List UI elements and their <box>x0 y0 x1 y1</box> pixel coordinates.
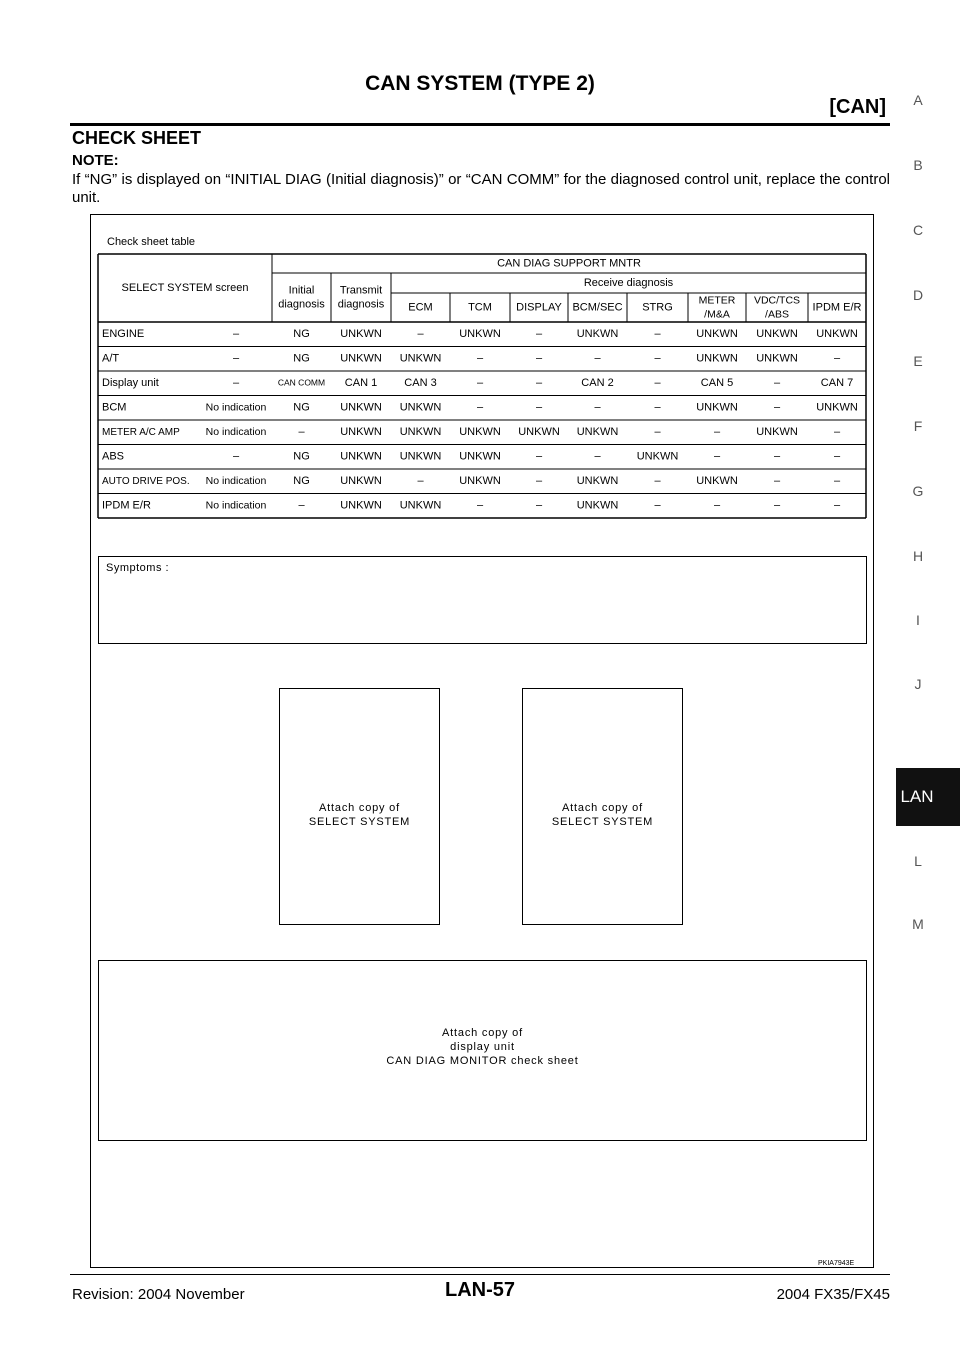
table-cell: – <box>476 401 484 414</box>
side-index-active-tab: LAN <box>896 768 960 826</box>
table-cell: CAN COMM <box>277 377 326 388</box>
table-cell: UNKWN <box>816 328 858 341</box>
table-cell: NG <box>293 450 310 463</box>
table-cell: – <box>298 426 305 439</box>
table-cell: UNKWN <box>459 475 501 488</box>
table-cell: UNKWN <box>340 499 382 512</box>
table-cell: – <box>535 377 543 390</box>
row-label: A/T <box>102 352 120 365</box>
table-cell: – <box>232 352 240 365</box>
table-cell: No indication <box>205 475 267 488</box>
table-cell: NG <box>293 352 310 365</box>
side-index-letter-l: L <box>914 853 922 869</box>
row-label: IPDM E/R <box>102 499 151 512</box>
table-cell: CAN 2 <box>581 377 614 390</box>
attach-select-system-box-right <box>522 688 683 925</box>
table-cell: – <box>417 328 424 341</box>
side-index-letter-d: D <box>912 287 924 303</box>
image-id: PKIA7943E <box>818 1260 855 1267</box>
side-index-letter-j: J <box>914 676 922 692</box>
table-cell: – <box>654 377 661 390</box>
table-cell: UNKWN <box>756 352 798 365</box>
table-cell: – <box>535 352 543 365</box>
side-index-letter-e: E <box>913 353 923 369</box>
table-cell: – <box>232 377 240 390</box>
row-label: ENGINE <box>102 328 145 341</box>
symptoms-label: Symptoms : <box>106 562 170 574</box>
row-label: Display unit <box>102 377 159 390</box>
table-cell: – <box>232 450 240 463</box>
table-cell: UNKWN <box>756 328 798 341</box>
support-monitor-header: CAN DIAG SUPPORT MNTR <box>497 257 641 270</box>
table-cell: – <box>713 450 721 463</box>
receive-column-header: STRG <box>642 301 673 314</box>
receive-column-header: VDC/TCS <box>753 294 801 307</box>
side-index-letter-b: B <box>913 157 923 173</box>
table-cell: UNKWN <box>459 426 501 439</box>
table-cell: UNKWN <box>459 450 501 463</box>
table-cell: – <box>594 450 601 463</box>
table-cell: – <box>654 426 661 439</box>
table-cell: – <box>654 401 661 414</box>
table-cell: UNKWN <box>399 450 442 463</box>
symptoms-box <box>98 556 867 644</box>
table-cell: UNKWN <box>340 352 382 365</box>
table-cell: – <box>654 328 661 341</box>
table-cell: UNKWN <box>576 499 619 512</box>
table-cell: – <box>773 450 781 463</box>
attach-bottom-line-1: Attach copy of <box>442 1027 523 1039</box>
table-cell: UNKWN <box>459 328 501 341</box>
receive-diagnosis-header: Receive diagnosis <box>583 276 674 289</box>
table-cell: – <box>773 377 781 390</box>
section-heading: CHECK SHEET <box>72 128 202 148</box>
attach-can-diag-monitor-box <box>98 960 867 1141</box>
table-cell: – <box>773 401 781 414</box>
row-label: ABS <box>102 450 125 463</box>
attach-right-line-1: Attach copy of <box>562 802 643 814</box>
table-cell: No indication <box>205 499 267 512</box>
table-cell: UNKWN <box>399 499 442 512</box>
receive-column-header: /M&A <box>704 308 730 321</box>
model-text: 2004 FX35/FX45 <box>776 1286 890 1303</box>
table-cell: CAN 3 <box>404 377 437 390</box>
table-cell: – <box>535 475 543 488</box>
table-cell: – <box>594 352 601 365</box>
table-cell: – <box>535 499 543 512</box>
receive-column-header: METER <box>698 294 736 307</box>
table-cell: UNKWN <box>696 328 738 341</box>
page-title: CAN SYSTEM (TYPE 2) <box>365 72 595 95</box>
table-cell: – <box>535 450 543 463</box>
receive-column-header: BCM/SEC <box>572 301 623 314</box>
side-index-letter-i: I <box>916 612 920 628</box>
transmit-diagnosis-header: Transmit <box>339 284 383 297</box>
footer-rule <box>70 1274 890 1275</box>
receive-column-header: IPDM E/R <box>812 301 862 314</box>
initial-diagnosis-header: diagnosis <box>278 298 325 311</box>
table-cell: – <box>654 475 661 488</box>
row-label: METER A/C AMP <box>102 426 180 438</box>
table-cell: UNKWN <box>399 426 442 439</box>
side-index-letter-m: M <box>912 916 924 932</box>
table-cell: CAN 1 <box>344 377 378 390</box>
side-index-letter-h: H <box>912 548 924 564</box>
table-cell: – <box>833 499 841 512</box>
note-label: NOTE: <box>72 152 119 169</box>
table-cell: – <box>417 475 424 488</box>
attach-select-system-box-left <box>279 688 440 925</box>
attach-bottom-line-3: CAN DIAG MONITOR check sheet <box>386 1055 579 1067</box>
initial-diagnosis-header: Initial <box>288 284 315 297</box>
table-cell: UNKWN <box>696 401 738 414</box>
table-cell: CAN 7 <box>820 377 854 390</box>
table-cell: CAN 5 <box>700 377 734 390</box>
table-cell: – <box>476 377 484 390</box>
table-cell: UNKWN <box>518 426 560 439</box>
transmit-diagnosis-header: diagnosis <box>337 298 385 311</box>
table-cell: – <box>232 328 240 341</box>
table-cell: – <box>298 499 305 512</box>
table-caption: Check sheet table <box>107 236 196 248</box>
table-cell: UNKWN <box>340 328 382 341</box>
table-cell: UNKWN <box>696 475 738 488</box>
receive-column-header: DISPLAY <box>516 301 562 314</box>
table-cell: NG <box>293 401 310 414</box>
side-index-letter-f: F <box>913 418 923 434</box>
table-cell: NG <box>293 328 310 341</box>
table-cell: UNKWN <box>340 450 382 463</box>
select-system-header: SELECT SYSTEM screen <box>121 281 249 294</box>
attach-right-line-2: SELECT SYSTEM <box>551 816 654 828</box>
table-cell: UNKWN <box>340 426 382 439</box>
table-cell: NG <box>293 475 310 488</box>
receive-column-header: ECM <box>408 301 433 314</box>
table-cell: – <box>654 499 661 512</box>
table-cell: – <box>833 352 841 365</box>
table-cell: – <box>713 426 721 439</box>
table-cell: UNKWN <box>756 426 798 439</box>
attach-left-line-2: SELECT SYSTEM <box>308 816 411 828</box>
table-cell: UNKWN <box>399 352 442 365</box>
table-cell: UNKWN <box>576 475 619 488</box>
table-cell: UNKWN <box>340 475 382 488</box>
note-text: If “NG” is displayed on “INITIAL DIAG (Initial diagnosis)” or “CAN COMM” for the diagnosed control unit, replace the control unit. <box>72 171 890 206</box>
section-label: [CAN] <box>829 96 886 118</box>
row-label: BCM <box>102 401 127 414</box>
revision-text: Revision: 2004 November <box>72 1286 245 1303</box>
table-cell: UNKWN <box>696 352 738 365</box>
table-cell: UNKWN <box>399 401 442 414</box>
table-cell: – <box>713 499 721 512</box>
table-cell: UNKWN <box>340 401 382 414</box>
table-cell: No indication <box>205 401 267 414</box>
table-cell: – <box>594 401 601 414</box>
table-cell: – <box>654 352 661 365</box>
table-cell: – <box>773 475 781 488</box>
receive-column-header: TCM <box>468 301 492 314</box>
table-cell: UNKWN <box>576 328 619 341</box>
table-cell: No indication <box>205 426 267 439</box>
table-cell: – <box>476 499 484 512</box>
table-cell: – <box>833 450 841 463</box>
table-cell: UNKWN <box>636 450 679 463</box>
table-cell: – <box>535 328 543 341</box>
side-index-letter-g: G <box>912 483 924 499</box>
page-number: LAN-57 <box>444 1279 515 1301</box>
table-cell: – <box>773 499 781 512</box>
side-index-letter-a: A <box>913 92 923 108</box>
row-label: AUTO DRIVE POS. <box>102 475 190 487</box>
table-cell: – <box>833 426 841 439</box>
table-cell: – <box>833 475 841 488</box>
side-index-letter-c: C <box>912 222 924 238</box>
table-cell: UNKWN <box>816 401 858 414</box>
table-cell: – <box>535 401 543 414</box>
attach-bottom-line-2: display unit <box>450 1041 515 1053</box>
table-cell: – <box>476 352 484 365</box>
attach-left-line-1: Attach copy of <box>319 802 400 814</box>
receive-column-header: /ABS <box>765 308 789 321</box>
table-cell: UNKWN <box>576 426 619 439</box>
